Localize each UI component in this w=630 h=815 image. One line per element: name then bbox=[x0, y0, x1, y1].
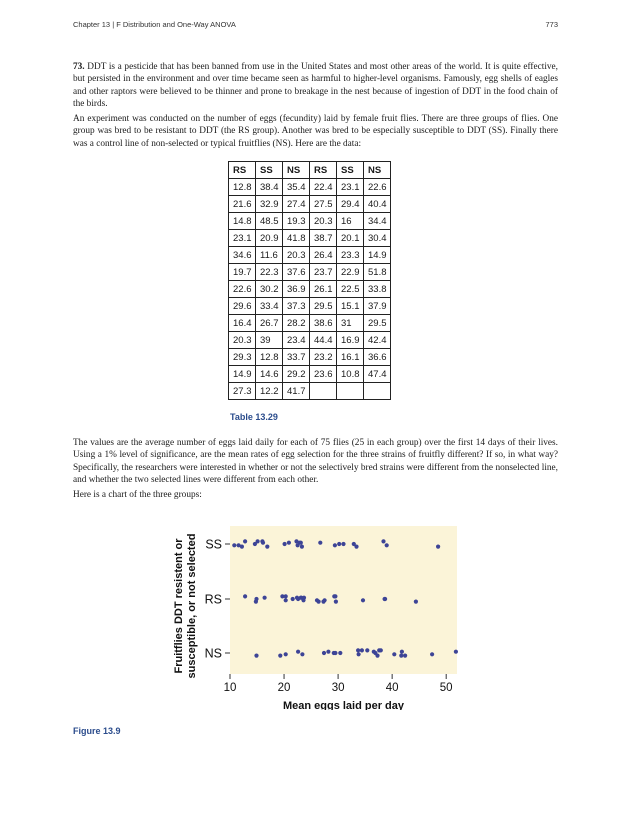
data-point-ss bbox=[243, 539, 247, 543]
table-cell: 10.8 bbox=[337, 366, 364, 383]
page-number: 773 bbox=[545, 20, 558, 29]
data-point-ss bbox=[296, 543, 300, 547]
table-cell: 23.1 bbox=[337, 179, 364, 196]
x-axis-title: Mean eggs laid per day bbox=[282, 700, 405, 710]
table-row bbox=[229, 179, 391, 196]
data-point-rs bbox=[361, 598, 365, 602]
table-row bbox=[229, 332, 391, 349]
table-cell: 20.1 bbox=[337, 230, 364, 247]
table-cell: 38.4 bbox=[256, 179, 283, 196]
table-cell: 29.6 bbox=[229, 298, 256, 315]
table-cell bbox=[337, 383, 364, 400]
table-cell: 36.6 bbox=[364, 349, 391, 366]
table-cell: 29.2 bbox=[283, 366, 310, 383]
data-point-ns bbox=[375, 654, 379, 658]
table-row bbox=[229, 213, 391, 230]
data-point-ns bbox=[322, 651, 326, 655]
data-point-ss bbox=[333, 543, 337, 547]
table-cell: 29.5 bbox=[364, 315, 391, 332]
table-cell: 22.9 bbox=[337, 264, 364, 281]
table-cell: 22.6 bbox=[364, 179, 391, 196]
x-tick-label: 50 bbox=[439, 682, 453, 694]
table-cell: 37.6 bbox=[283, 264, 310, 281]
table-cell: 11.6 bbox=[256, 247, 283, 264]
question-paragraph: The values are the average number of eggs laid daily for each of 75 flies (25 in each group) over the first 14 days of their lives. Using a 1% level of significance, are the mean rates of egg selection for the three strains of fruitfly different? If so, in what way? Specifically, the researchers were interested in whether or not the selectively bred strains were different from the nonselected line, and whether the two selected lines were different from each other. bbox=[73, 438, 558, 486]
data-point-ns bbox=[392, 652, 396, 656]
table-cell: 48.5 bbox=[256, 213, 283, 230]
data-point-ss bbox=[354, 545, 358, 549]
data-point-rs bbox=[284, 594, 288, 598]
data-point-ns bbox=[338, 651, 342, 655]
table-cell: 20.3 bbox=[229, 332, 256, 349]
data-point-ss bbox=[232, 543, 236, 547]
table-header-cell: SS bbox=[337, 162, 364, 179]
table-cell: 26.1 bbox=[310, 281, 337, 298]
data-point-ns bbox=[430, 652, 434, 656]
table-cell: 23.4 bbox=[283, 332, 310, 349]
table-header-row bbox=[229, 162, 391, 179]
table-cell: 33.7 bbox=[283, 349, 310, 366]
table-cell: 34.4 bbox=[364, 213, 391, 230]
data-point-rs bbox=[295, 596, 299, 600]
data-point-ss bbox=[240, 545, 244, 549]
table-row bbox=[229, 230, 391, 247]
table-cell: 39 bbox=[256, 332, 283, 349]
table-cell: 19.3 bbox=[283, 213, 310, 230]
y-tick-label: NS bbox=[204, 646, 222, 661]
table-cell: 22.6 bbox=[229, 281, 256, 298]
table-cell: 12.2 bbox=[256, 383, 283, 400]
data-point-ss bbox=[337, 542, 341, 546]
table-cell: 41.7 bbox=[283, 383, 310, 400]
data-point-ss bbox=[318, 541, 322, 545]
data-point-ns bbox=[254, 654, 258, 658]
table-cell: 23.7 bbox=[310, 264, 337, 281]
data-point-ns bbox=[356, 648, 360, 652]
table-cell: 44.4 bbox=[310, 332, 337, 349]
data-point-ns bbox=[326, 650, 330, 654]
table-row bbox=[229, 315, 391, 332]
problem-intro-paragraph bbox=[73, 61, 558, 111]
chapter-title: Chapter 13 | F Distribution and One-Way ANOVA bbox=[73, 20, 236, 29]
table-cell: 32.9 bbox=[256, 196, 283, 213]
data-point-rs bbox=[291, 597, 295, 601]
table-cell: 35.4 bbox=[283, 179, 310, 196]
data-point-rs bbox=[263, 596, 267, 600]
data-point-ns bbox=[284, 652, 288, 656]
table-cell: 47.4 bbox=[364, 366, 391, 383]
data-point-rs bbox=[243, 594, 247, 598]
table-cell: 19.7 bbox=[229, 264, 256, 281]
figure-caption: Figure 13.9 bbox=[73, 726, 121, 736]
data-point-rs bbox=[383, 597, 387, 601]
table-cell: 38.7 bbox=[310, 230, 337, 247]
table-row bbox=[229, 298, 391, 315]
table-cell: 23.6 bbox=[310, 366, 337, 383]
table-row bbox=[229, 196, 391, 213]
table-caption: Table 13.29 bbox=[230, 412, 278, 422]
table-row bbox=[229, 264, 391, 281]
data-point-ns bbox=[403, 654, 407, 658]
table-cell: 22.4 bbox=[310, 179, 337, 196]
table-cell: 12.8 bbox=[229, 179, 256, 196]
table-row bbox=[229, 281, 391, 298]
table-cell: 29.3 bbox=[229, 349, 256, 366]
table-cell: 29.5 bbox=[310, 298, 337, 315]
table-header-cell: RS bbox=[310, 162, 337, 179]
table-cell: 29.4 bbox=[337, 196, 364, 213]
table-cell: 21.6 bbox=[229, 196, 256, 213]
data-point-ns bbox=[365, 648, 369, 652]
table-cell: 31 bbox=[337, 315, 364, 332]
table-cell: 23.3 bbox=[337, 247, 364, 264]
plot-background bbox=[230, 526, 457, 674]
data-point-ss bbox=[300, 545, 304, 549]
data-point-ns bbox=[372, 650, 376, 654]
data-point-ss bbox=[381, 539, 385, 543]
table-cell: 26.4 bbox=[310, 247, 337, 264]
y-tick-label: SS bbox=[205, 537, 222, 552]
experiment-paragraph: An experiment was conducted on the number of eggs (fecundity) laid by female fruit flies. There are three groups of flies. One group was bred to be resistant to DDT (the RS group). Another was bred to be especially susceptible to DDT (SS). Finally there was a control line of non-selected or typical fruitflies (NS). Here are the data: bbox=[73, 114, 558, 149]
x-tick-label: 30 bbox=[331, 682, 345, 694]
table-row bbox=[229, 349, 391, 366]
table-cell: 14.8 bbox=[229, 213, 256, 230]
data-point-ss bbox=[261, 541, 265, 545]
table-cell: 27.3 bbox=[229, 383, 256, 400]
data-point-rs bbox=[334, 600, 338, 604]
scatter-chart bbox=[160, 515, 470, 710]
data-point-ns bbox=[360, 648, 364, 652]
table-cell: 14.9 bbox=[229, 366, 256, 383]
table-cell: 30.4 bbox=[364, 230, 391, 247]
data-point-rs bbox=[254, 597, 258, 601]
data-point-ss bbox=[283, 542, 287, 546]
table-cell: 20.3 bbox=[283, 247, 310, 264]
table-cell: 26.7 bbox=[256, 315, 283, 332]
table-row bbox=[229, 383, 391, 400]
problem-intro-text: DDT is a pesticide that has been banned from use in the United States and most other areas of the world. It is quite effective, but persisted in the environment and over time became seen as harmful to higher-level organisms. Famously, egg shells of eagles and other raptors were believed to be thinner and prone to breakage in the nest because of ingestion of DDT in the food chain of the birds. bbox=[73, 62, 558, 110]
table-header-cell: NS bbox=[364, 162, 391, 179]
table-cell: 51.8 bbox=[364, 264, 391, 281]
table-cell: 30.2 bbox=[256, 281, 283, 298]
data-point-ns bbox=[379, 648, 383, 652]
table-cell: 40.4 bbox=[364, 196, 391, 213]
y-axis-title-line1: Fruitflies DDT resistent or bbox=[173, 538, 185, 674]
data-point-ns bbox=[400, 650, 404, 654]
table-cell: 14.9 bbox=[364, 247, 391, 264]
table-cell: 27.4 bbox=[283, 196, 310, 213]
table-header-cell: NS bbox=[283, 162, 310, 179]
table-cell: 37.9 bbox=[364, 298, 391, 315]
data-point-rs bbox=[333, 594, 337, 598]
page-header bbox=[73, 20, 558, 32]
table-cell: 20.3 bbox=[310, 213, 337, 230]
table-cell: 28.2 bbox=[283, 315, 310, 332]
table-cell: 16.9 bbox=[337, 332, 364, 349]
table-cell: 33.8 bbox=[364, 281, 391, 298]
table-body bbox=[229, 179, 391, 400]
data-point-ss bbox=[256, 539, 260, 543]
table-cell: 33.4 bbox=[256, 298, 283, 315]
y-axis-title-line2: susceptible, or not selected bbox=[186, 533, 198, 679]
table-cell: 20.9 bbox=[256, 230, 283, 247]
table-cell: 14.6 bbox=[256, 366, 283, 383]
data-point-ns bbox=[399, 654, 403, 658]
table-cell: 16.4 bbox=[229, 315, 256, 332]
table-row bbox=[229, 366, 391, 383]
table-cell: 12.8 bbox=[256, 349, 283, 366]
x-tick-label: 40 bbox=[385, 682, 399, 694]
x-tick-label: 20 bbox=[277, 682, 291, 694]
table-cell: 41.8 bbox=[283, 230, 310, 247]
data-point-ss bbox=[341, 542, 345, 546]
table-cell: 27.5 bbox=[310, 196, 337, 213]
table-cell: 42.4 bbox=[364, 332, 391, 349]
data-point-ns bbox=[333, 651, 337, 655]
data-point-rs bbox=[284, 598, 288, 602]
table-cell bbox=[310, 383, 337, 400]
table-cell bbox=[364, 383, 391, 400]
table-cell: 36.9 bbox=[283, 281, 310, 298]
data-point-rs bbox=[414, 600, 418, 604]
data-point-ns bbox=[300, 652, 304, 656]
table-row bbox=[229, 247, 391, 264]
table-header-cell: SS bbox=[256, 162, 283, 179]
table-cell: 23.1 bbox=[229, 230, 256, 247]
data-point-rs bbox=[301, 598, 305, 602]
data-point-ns bbox=[278, 654, 282, 658]
table-cell: 16 bbox=[337, 213, 364, 230]
data-point-rs bbox=[323, 598, 327, 602]
table-cell: 16.1 bbox=[337, 349, 364, 366]
table-cell: 34.6 bbox=[229, 247, 256, 264]
table-cell: 23.2 bbox=[310, 349, 337, 366]
data-point-ns bbox=[357, 652, 361, 656]
data-point-ns bbox=[296, 650, 300, 654]
y-tick-label: RS bbox=[204, 592, 222, 607]
x-tick-label: 10 bbox=[223, 682, 237, 694]
table-cell: 22.5 bbox=[337, 281, 364, 298]
table-cell: 22.3 bbox=[256, 264, 283, 281]
chart-intro-paragraph: Here is a chart of the three groups: bbox=[73, 490, 202, 500]
table-header-cell: RS bbox=[229, 162, 256, 179]
table-cell: 37.3 bbox=[283, 298, 310, 315]
table-cell: 15.1 bbox=[337, 298, 364, 315]
data-table bbox=[228, 161, 391, 400]
data-point-ss bbox=[287, 541, 291, 545]
data-point-rs bbox=[315, 598, 319, 602]
data-point-ss bbox=[265, 545, 269, 549]
table-cell: 38.6 bbox=[310, 315, 337, 332]
data-point-ns bbox=[454, 650, 458, 654]
data-point-ss bbox=[385, 543, 389, 547]
data-point-ss bbox=[436, 545, 440, 549]
problem-number: 73. bbox=[73, 62, 85, 72]
